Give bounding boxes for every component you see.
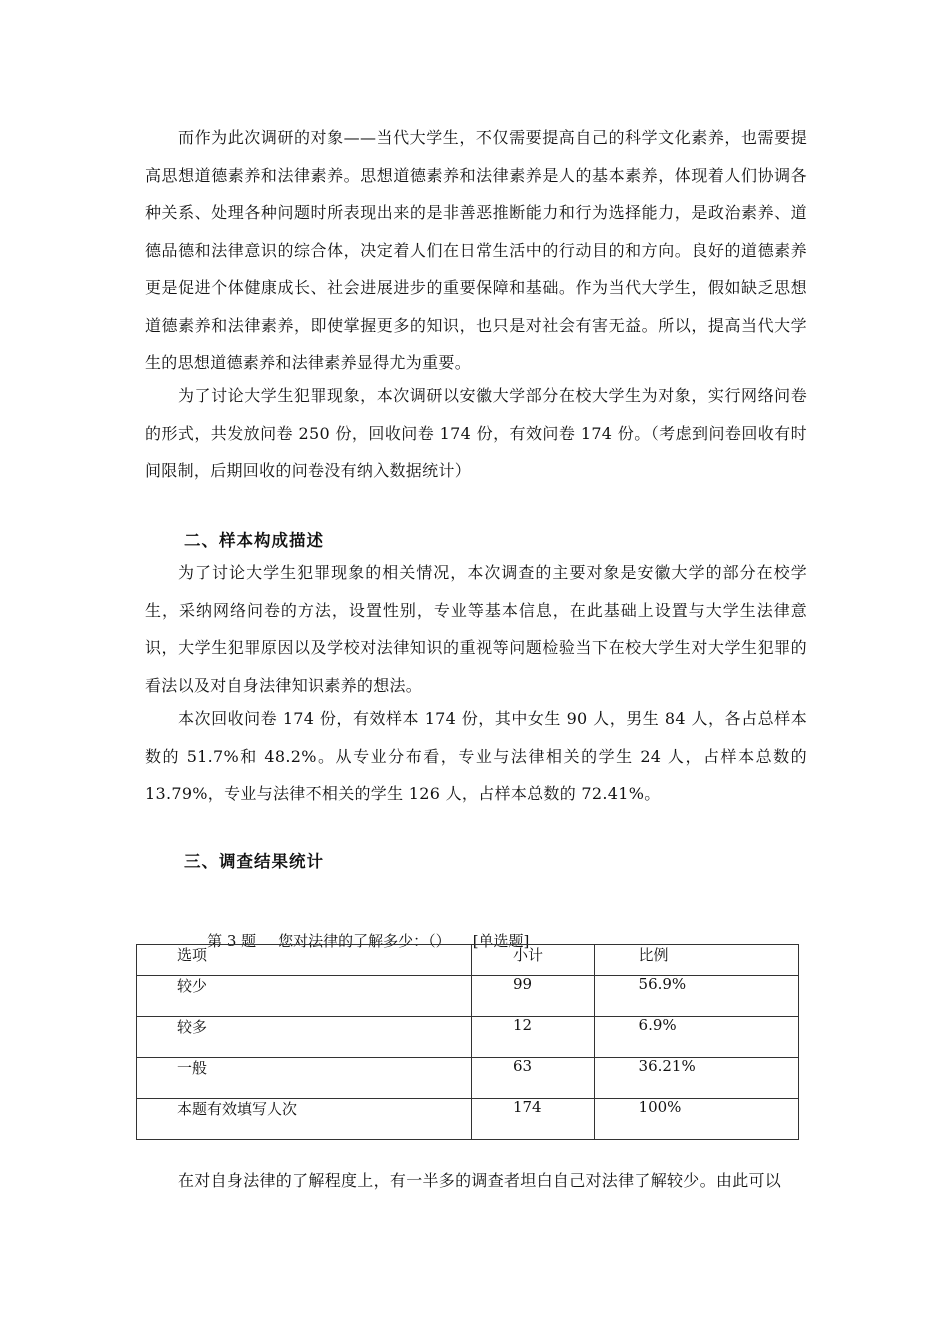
cell-count: 12 [471,1017,594,1058]
cell-count: 174 [471,1099,594,1140]
header-option: 选项 [137,945,472,976]
cell-ratio: 56.9% [594,976,798,1017]
sample-paragraph-description: 为了讨论大学生犯罪现象的相关情况，本次调查的主要对象是安徽大学的部分在校学生，采纳网络问卷的方法，设置性别，专业等基本信息，在此基础上设置与大学生法律意识，大学生犯罪原因以及学校对法律知识的重视等问题检验当下在校大学生对大学生犯罪的看法以及对自身法律知识素养的想法。 [145,563,807,695]
cell-option: 较少 [137,976,472,1017]
sample-paragraph-statistics: 本次回收问卷 174 份，有效样本 174 份，其中女生 90 人，男生 84 人，各占总样本数的 51.7%和 48.2%。从专业分布看，专业与法律相关的学生 24 人，占样本总数的 13.79%，专业与法律不相关的学生 126 人，占样本总数的 72.41%。 [145,709,807,803]
section-heading-results: 三、调查结果统计 [184,852,324,871]
cell-option: 一般 [137,1058,472,1099]
cell-ratio: 100% [594,1099,798,1140]
table-row [137,1058,799,1099]
cell-option: 本题有效填写人次 [137,1099,472,1140]
header-ratio: 比例 [594,945,798,976]
survey-result-table [136,944,799,1140]
table-header-row [137,945,799,976]
cell-ratio: 36.21% [594,1058,798,1099]
question-text: 您对法律的了解多少：（） [278,932,451,950]
table-row [137,1017,799,1058]
intro-paragraph-students: 而作为此次调研的对象——当代大学生，不仅需要提高自己的科学文化素养，也需要提高思想道德素养和法律素养。思想道德素养和法律素养是人的基本素养，体现着人们协调各种关系、处理各种问题时所表现出来的是非善恶推断能力和行为选择能力，是政治素养、道德品德和法律意识的综合体，决定着人们在日常生活中的行动目的和方向。良好的道德素养更是促进个体健康成长、社会进展进步的重要保障和基础。作为当代大学生，假如缺乏思想道德素养和法律素养，即使掌握更多的知识，也只是对社会有害无益。所以，提高当代大学生的思想道德素养和法律素养显得尤为重要。 [145,128,807,372]
table-row-total [137,1099,799,1140]
cell-option: 较多 [137,1017,472,1058]
cell-ratio: 6.9% [594,1017,798,1058]
question-type: [单选题] [472,932,530,950]
header-count: 小计 [471,945,594,976]
intro-paragraph-survey-method: 为了讨论大学生犯罪现象，本次调研以安徽大学部分在校大学生为对象，实行网络问卷的形式，共发放问卷 250 份，回收问卷 174 份，有效问卷 174 份。（考虑到问卷回收有时间限制，后期回收的问卷没有纳入数据统计） [145,386,807,480]
table-row [137,976,799,1017]
analysis-paragraph: 在对自身法律的了解程度上，有一半多的调查者坦白自己对法律了解较少。由此可以 [178,1171,782,1190]
section-heading-sample: 二、样本构成描述 [184,531,324,550]
question-number: 第 3 题 [207,932,257,950]
cell-count: 63 [471,1058,594,1099]
cell-count: 99 [471,976,594,1017]
